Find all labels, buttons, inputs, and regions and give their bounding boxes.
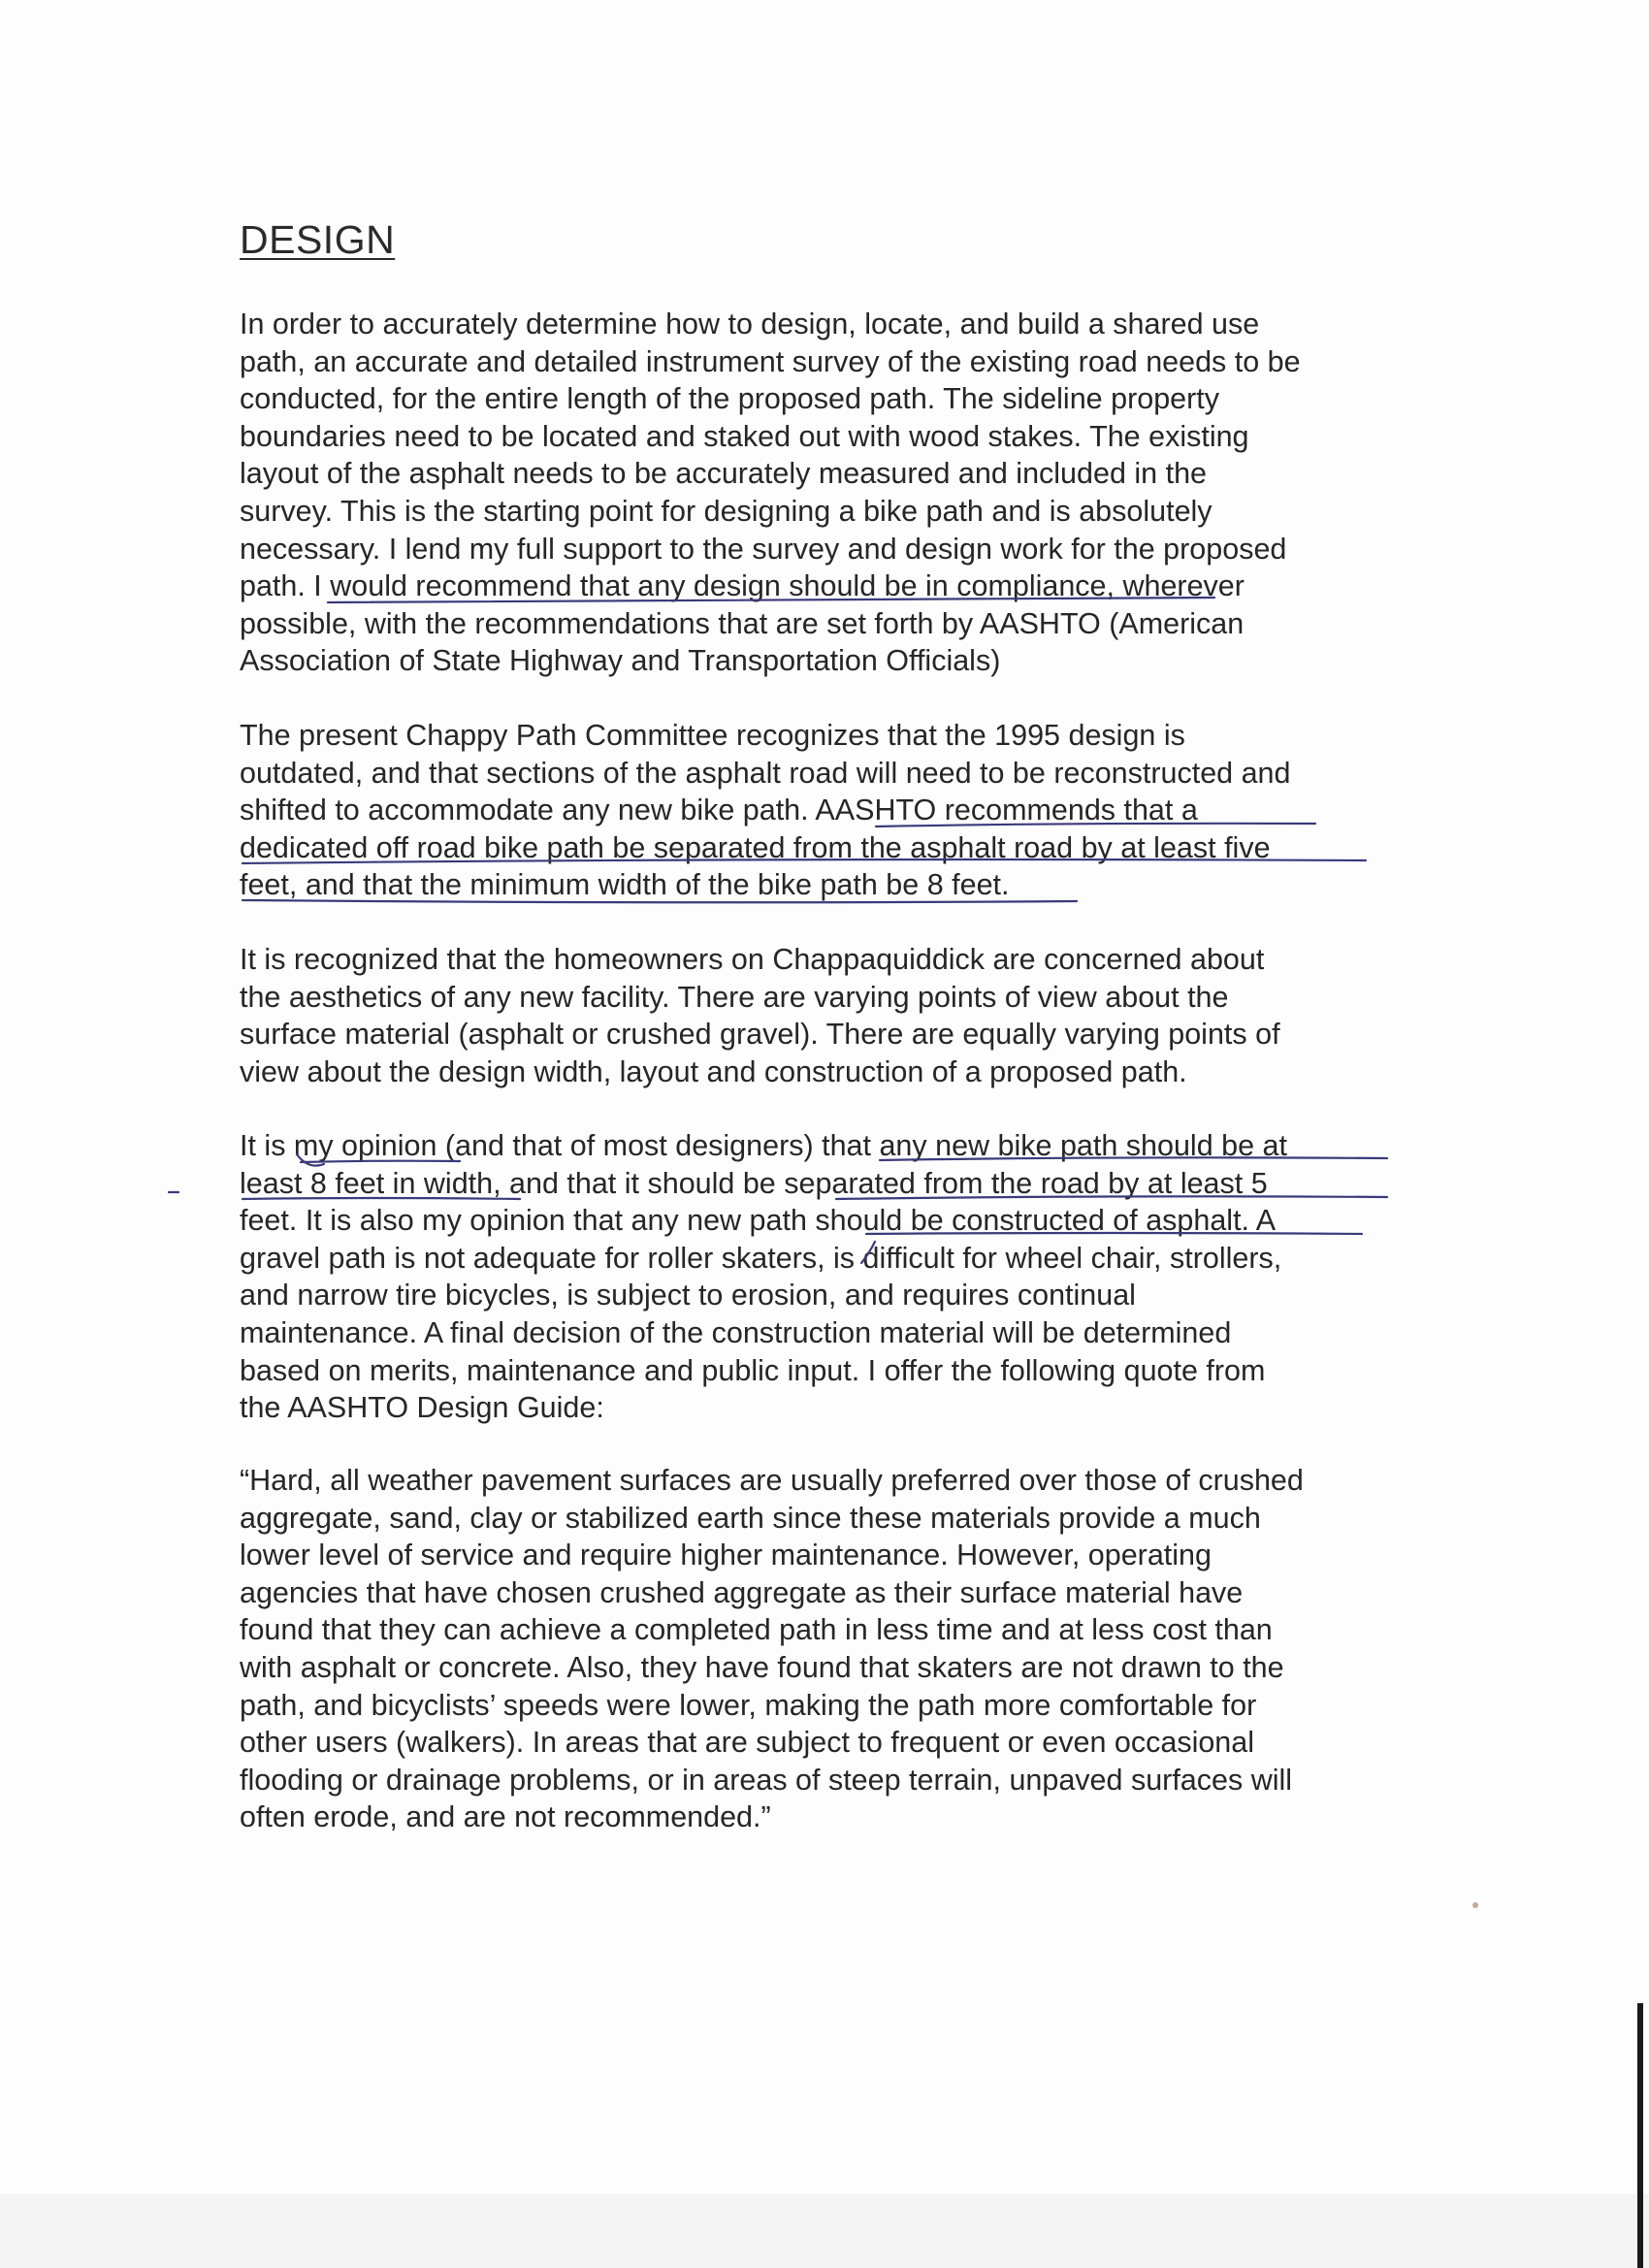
- section-heading: DESIGN: [240, 217, 396, 262]
- paragraph-aashto-quote: “Hard, all weather pavement surfaces are usually preferred over those of crushed aggregate, sand, clay or stabilized earth since these materials provide a much lower level of service and require higher maintenance. However, operating agencies that have chosen crushed aggregate as their surface material have found that they can achieve a completed path in less time and at less cost than with asphalt or concrete. Also, they have found that skaters are not drawn to the path, and bicyclists’ speeds were lower, making the path more comfortable for other users (walkers). In areas that are subject to frequent or even occasional flooding or drainage problems, or in areas of steep terrain, unpaved surfaces will often erode, and are not recommended.”: [240, 1464, 1304, 1834]
- paragraph-opinion: It is my opinion (and that of most designers) that any new bike path should be at least 8 feet in width, and that it should be separated from the road by at least 5 feet. It is also my opinion that any new path should be constructed of asphalt. A gravel path is not adequate for roller skaters, is difficult for wheel chair, strollers, and narrow tire bicycles, is subject to erosion, and requires continual maintenance. A final decision of the construction material will be determined based on merits, maintenance and public input. I offer the following quote from the AASHTO Design Guide:: [240, 1129, 1287, 1425]
- paper-speck: [1472, 1902, 1478, 1908]
- scan-shadow-bottom: [0, 2194, 1649, 2268]
- scan-shadow-right: [1637, 2003, 1643, 2268]
- paragraph-committee: The present Chappy Path Committee recognizes that the 1995 design is outdated, and that sections of the asphalt road will need to be reconstructed and shifted to accommodate any new bike path. AASHTO recommends that a dedicated off road bike path be separated from the asphalt road by at least five feet, and that the minimum width of the bike path be 8 feet.: [240, 719, 1291, 902]
- paragraph-survey: In order to accurately determine how to design, locate, and build a shared use path, an accurate and detailed instrument survey of the existing road needs to be conducted, for the entire length of the proposed path. The sideline property boundaries need to be located and staked out with wood stakes. The existing layout of the asphalt needs to be accurately measured and included in the survey. This is the starting point for designing a bike path and is absolutely necessary. I lend my full support to the survey and design work for the proposed path. I would recommend that any design should be in compliance, wherever possible, with the recommendations that are set forth by AASHTO (American Association of State Highway and Transportation Officials): [240, 308, 1301, 678]
- paragraph-homeowners: It is recognized that the homeowners on Chappaquiddick are concerned about the aesthetics of any new facility. There are varying points of view about the surface material (asphalt or crushed gravel). There are equally varying points of view about the design width, layout and construction of a proposed path.: [240, 943, 1280, 1088]
